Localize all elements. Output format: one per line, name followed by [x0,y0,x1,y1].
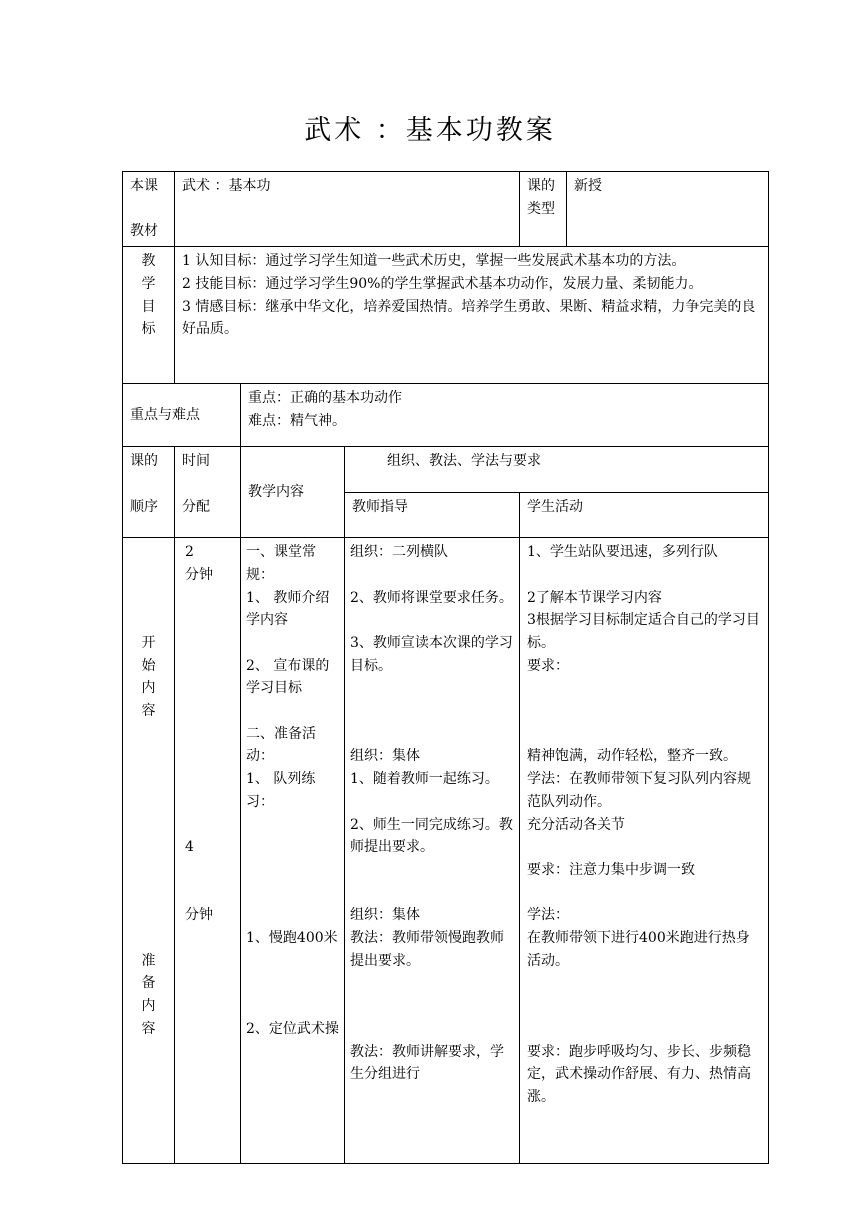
lesson-plan-table [122,171,769,1164]
content-column: 一、课堂常规： 1、 教师介绍学内容 2、 宣布课的学习目标 二、准备活动： 1、 队列练习： 1、慢跑400米 2、定位武术操 [241,538,345,1164]
key-points-content: 重点：正确的基本功动作 难点：精气神。 [241,384,769,447]
method-header: 组织、教法、学法与要求 [345,447,769,493]
material-label: 本课 教材 [123,172,175,247]
key-points-row [123,384,769,447]
student-column: 1、学生站队要迅速，多列行队 2了解本节课学习内容 3根据学习目标制定适合自己的学习目标。 要求： 精神饱满，动作轻松，整齐一致。 学法：在教师带领下复习队列内容规范队列动作。 充分活动各关节 要求：注意力集中步调一致 学法： 在教师带领下进行400米跑进行热身活动。 要求：跑步呼吸均匀、步长、步频稳定，武术操动作舒展、有力、热情高涨。 [520,538,769,1164]
type-value: 新授 [567,172,769,247]
column-header-row [123,447,769,493]
objectives-row [123,247,769,384]
teacher-header: 教师指导 [345,493,520,538]
time-header: 时间 分配 [175,447,241,538]
student-header: 学生活动 [520,493,769,538]
objectives-content: 1 认知目标：通过学习学生知道一些武术历史，掌握一些发展武术基本功的方法。 2 技能目标：通过学习学生90%的学生掌握武术基本功动作，发展力量、柔韧能力。 3 情感目标：继承中华文化，培养爱国热情。培养学生勇敢、果断、精益求精，力争完美的良好品质。 [175,247,769,384]
lesson-body-row [123,538,769,1164]
content-header: 教学内容 [241,447,345,538]
material-value: 武术 ：基本功 [175,172,520,247]
page-title: 武术 ：基本功教案 [304,115,556,146]
phase-column: 开 始 内 容 准 备 内 容 [123,538,175,1164]
teacher-column: 组织：二列横队 2、教师将课堂要求任务。 3、教师宣读本次课的学习目标。 组织：集体 1、随着教师一起练习。 2、师生一同完成练习。教师提出要求。 组织：集体 教法：教师带领慢跑教师提出要求。 教法：教师讲解要求，学生分组进行 [345,538,520,1164]
objectives-label: 教 学 目 标 [123,247,175,384]
time-column: 2 分钟 4 分钟 [175,538,241,1164]
header-row [123,172,769,247]
key-points-label: 重点与难点 [123,384,241,447]
type-label: 课的 类型 [520,172,567,247]
order-header: 课的 顺序 [123,447,175,538]
